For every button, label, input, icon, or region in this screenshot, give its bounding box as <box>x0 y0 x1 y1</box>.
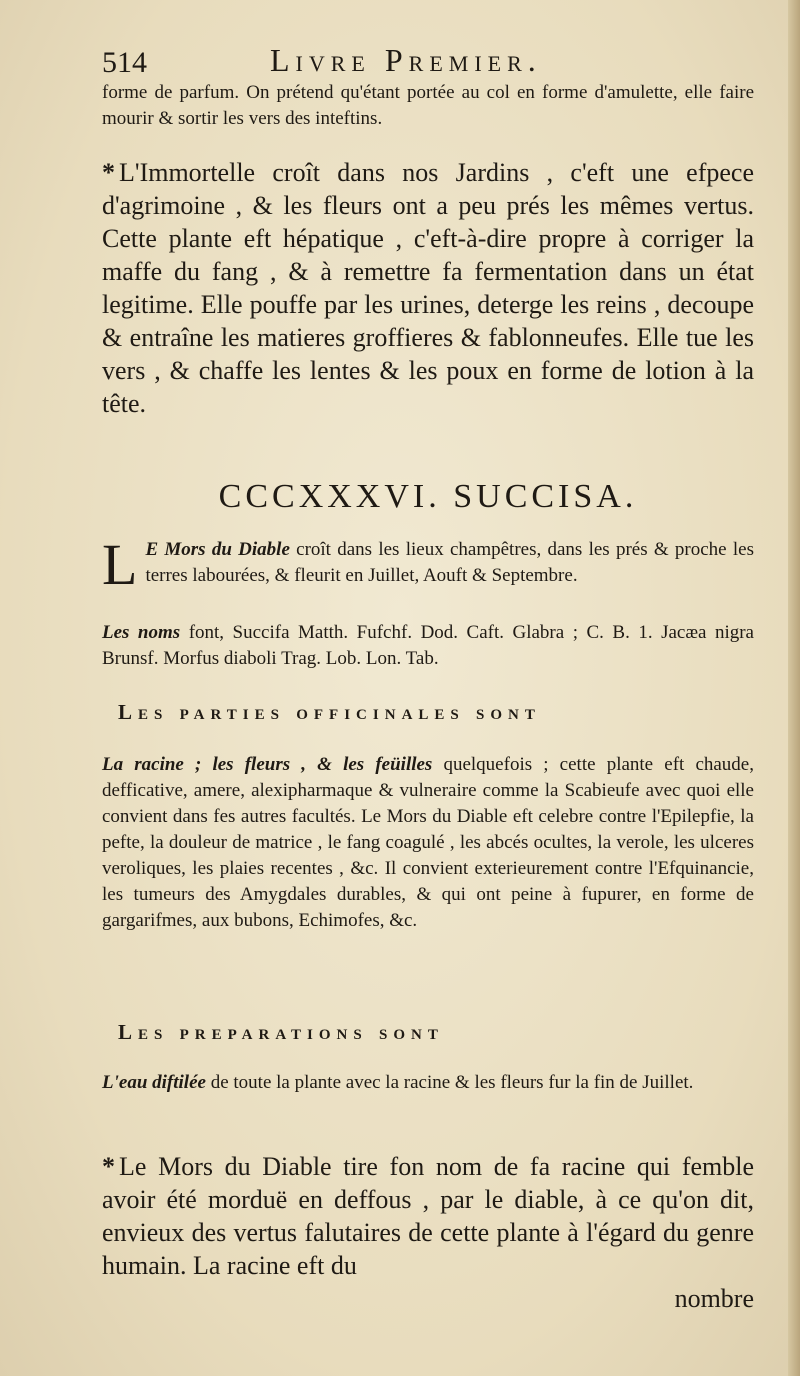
note-immortelle <box>102 156 754 420</box>
preparations-text: de toute la plante avec la racine & les fleurs fur la fin de Juillet. <box>205 1072 694 1093</box>
page-header <box>102 40 762 82</box>
note-immortelle-text: L'Immortelle croît dans nos Jardins , c'eft une efpece d'agrimoine , & les fleurs ont a peu prés les mêmes vertus. Cette plante eft hépatique , c'eft-à-dire propre à corriger la maffe du fang , & à remettre fa fermentation dans un état legitime. Elle pouffe par les urines, deterge les reins , decoupe & entraîne les matieres groffieres & fablonneufes. Elle tue les vers , & chaffe les lentes & les poux en forme de lotion à la tête. <box>102 158 754 418</box>
parties-text: quelquefois ; cette plante eft chaude, defficative, amere, alexipharmaque & vulneraire comme la Scabieufe avec quoi elle convient dans fes autres facultés. Le Mors du Diable eft celebre contre l'Epilepfie, la pefte, la douleur de matrice , le fang coagulé , les abcés ocultes, la verole, les ulceres veroliques, les plaies recentes , &c. Il convient exterieurement contre l'Efquinancie, les tumeurs des Amygdales durables, & qui ont peine à fupurer, en forme de gargarifmes, aux bubons, Echimofes, &c. <box>102 754 754 931</box>
parties-paragraph <box>102 752 754 934</box>
preparations-lead: L'eau diftilée <box>102 1072 206 1093</box>
parties-lead: La racine ; les fleurs , & les feüilles <box>102 754 433 775</box>
preparations-paragraph <box>102 1070 754 1096</box>
note-mors <box>102 1150 754 1315</box>
names-text: font, Succifa Matth. Fufchf. Dod. Caft. Glabra ; C. B. 1. Jacæa nigra Brunsf. Morfus diaboli Trag. Lob. Lon. Tab. <box>102 622 754 669</box>
catchword: nombre <box>674 1284 754 1313</box>
page-edge <box>788 0 800 1376</box>
drop-cap: L <box>102 532 138 597</box>
section-intro-paragraph <box>102 532 754 597</box>
preparations-heading: Les preparations sont <box>118 1020 444 1044</box>
running-title: Livre Premier. <box>270 42 542 78</box>
asterisk-mark: * <box>102 158 115 187</box>
parties-heading: Les parties officinales sont <box>118 700 541 724</box>
section-title: CCCXXXVI. SUCCISA. <box>218 478 638 515</box>
intro-paragraph: forme de parfum. On prétend qu'étant portée au col en forme d'amulette, elle faire mourir & sortir les vers des inteftins. <box>102 82 754 129</box>
intro-text: croît dans les lieux champêtres, dans les prés & proche les terres labourées, & fleurit en Juillet, Aouft & Septembre. <box>145 539 754 586</box>
page-number: 514 <box>102 46 147 79</box>
names-lead: Les noms <box>102 622 181 643</box>
asterisk-mark: * <box>102 1152 115 1181</box>
note-mors-text: Le Mors du Diable tire fon nom de fa racine qui femble avoir été morduë en deffous , par le diable, à ce qu'on dit, envieux des vertus falutaires de cette plante à l'égard du genre humain. La racine eft du <box>102 1152 754 1280</box>
names-paragraph <box>102 620 754 672</box>
intro-italic-lead: E Mors du Diable <box>145 539 290 560</box>
